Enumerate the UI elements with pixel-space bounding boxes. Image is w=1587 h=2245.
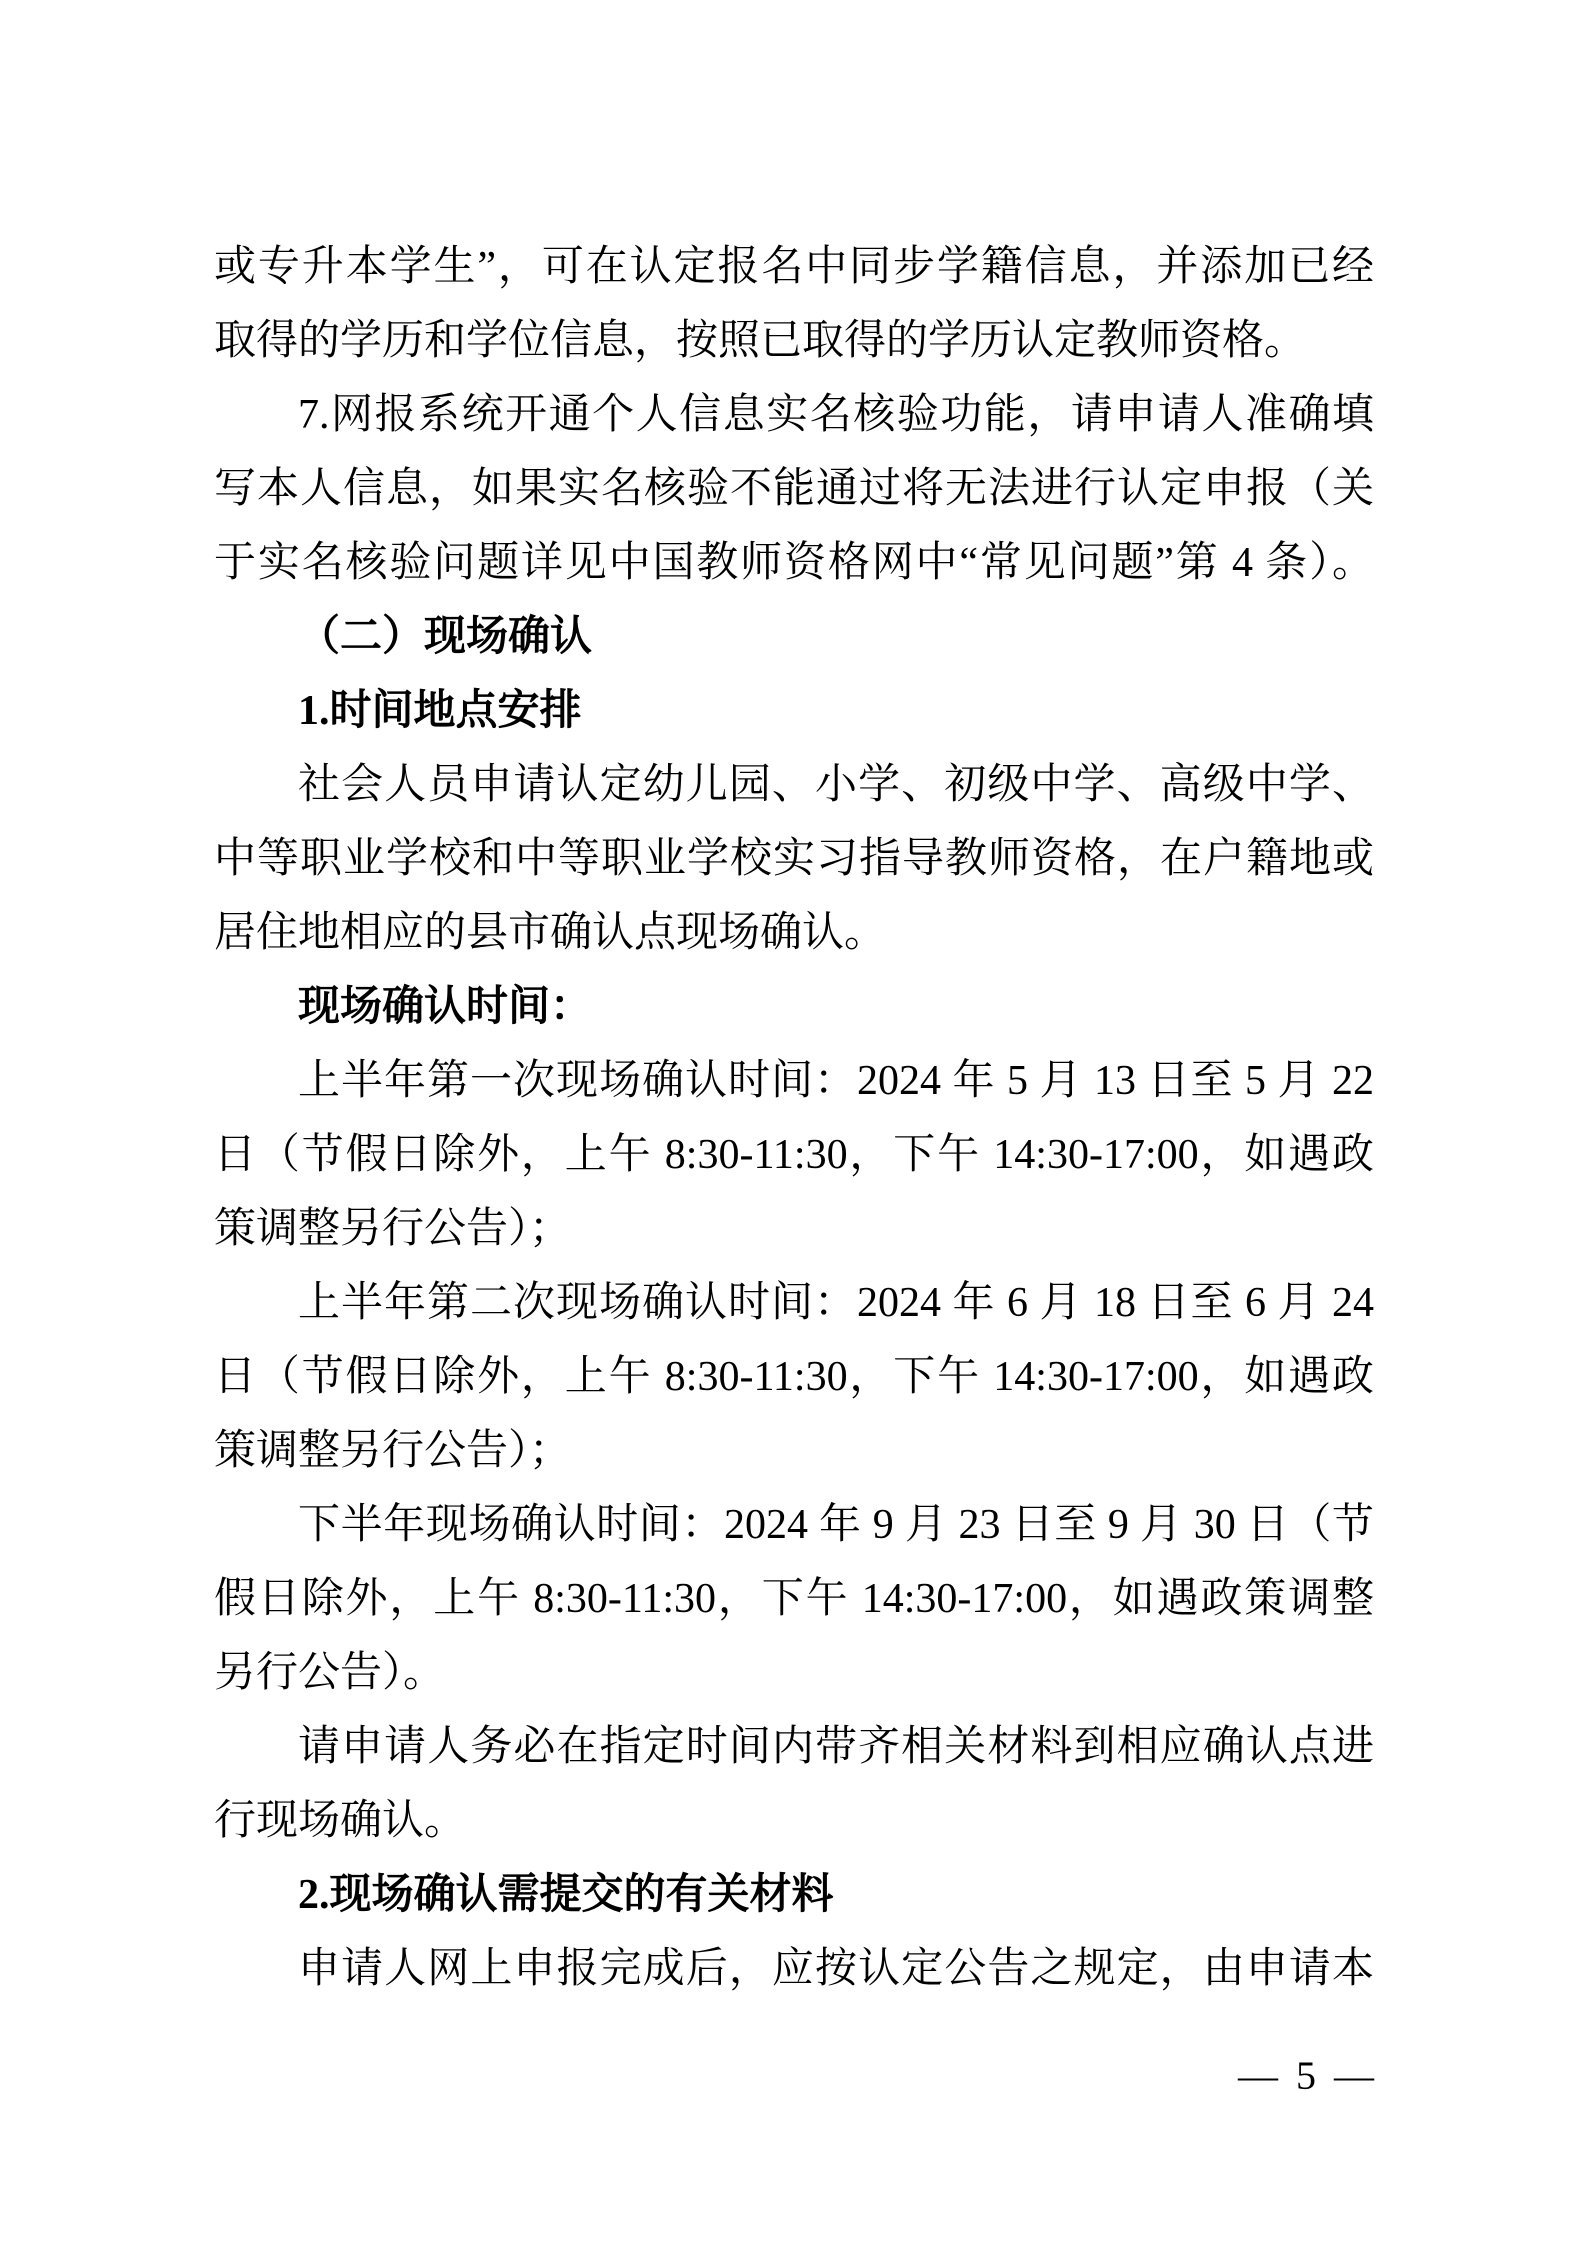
- document-line: 现场确认时间：: [298, 984, 593, 1030]
- document-line: （二）现场确认: [298, 614, 593, 660]
- document-line: 行现场确认。: [214, 1798, 467, 1844]
- document-line: 或专升本学生”，可在认定报名中同步学籍信息，并添加已经: [214, 244, 1374, 290]
- document-line: 7.网报系统开通个人信息实名核验功能，请申请人准确填: [298, 392, 1374, 438]
- document-line: 2.现场确认需提交的有关材料: [298, 1872, 834, 1918]
- document-line: 日（节假日除外，上午 8:30-11:30，下午 14:30-17:00，如遇政: [214, 1354, 1374, 1400]
- document-line: 策调整另行公告）；: [214, 1428, 572, 1474]
- document-line: 社会人员申请认定幼儿园、小学、初级中学、高级中学、: [298, 762, 1374, 808]
- document-line: 于实名核验问题详见中国教师资格网中“常见问题”第 4 条）。: [214, 540, 1374, 586]
- page-number: — 5 —: [1238, 2053, 1374, 2098]
- text-block: [214, 230, 1374, 2006]
- document-line: 日（节假日除外，上午 8:30-11:30，下午 14:30-17:00，如遇政: [214, 1132, 1374, 1178]
- document-line: 上半年第二次现场确认时间：2024 年 6 月 18 日至 6 月 24: [298, 1280, 1374, 1326]
- document-line: 取得的学历和学位信息，按照已取得的学历认定教师资格。: [214, 318, 1307, 364]
- document-line: 请申请人务必在指定时间内带齐相关材料到相应确认点进: [298, 1724, 1374, 1770]
- document-line: 居住地相应的县市确认点现场确认。: [214, 910, 887, 956]
- document-line: 另行公告）。: [214, 1650, 446, 1696]
- document-line: 1.时间地点安排: [298, 688, 582, 734]
- document-line: 假日除外，上午 8:30-11:30，下午 14:30-17:00，如遇政策调整: [214, 1576, 1374, 1622]
- document-line: 申请人网上申报完成后，应按认定公告之规定，由申请本: [298, 1946, 1374, 1992]
- document-line: 下半年现场确认时间：2024 年 9 月 23 日至 9 月 30 日（节: [298, 1502, 1374, 1548]
- document-line: 中等职业学校和中等职业学校实习指导教师资格，在户籍地或: [214, 836, 1374, 882]
- document-line: 策调整另行公告）；: [214, 1206, 572, 1252]
- document-line: 写本人信息，如果实名核验不能通过将无法进行认定申报（关: [214, 466, 1374, 512]
- document-line: 上半年第一次现场确认时间：2024 年 5 月 13 日至 5 月 22: [298, 1058, 1374, 1104]
